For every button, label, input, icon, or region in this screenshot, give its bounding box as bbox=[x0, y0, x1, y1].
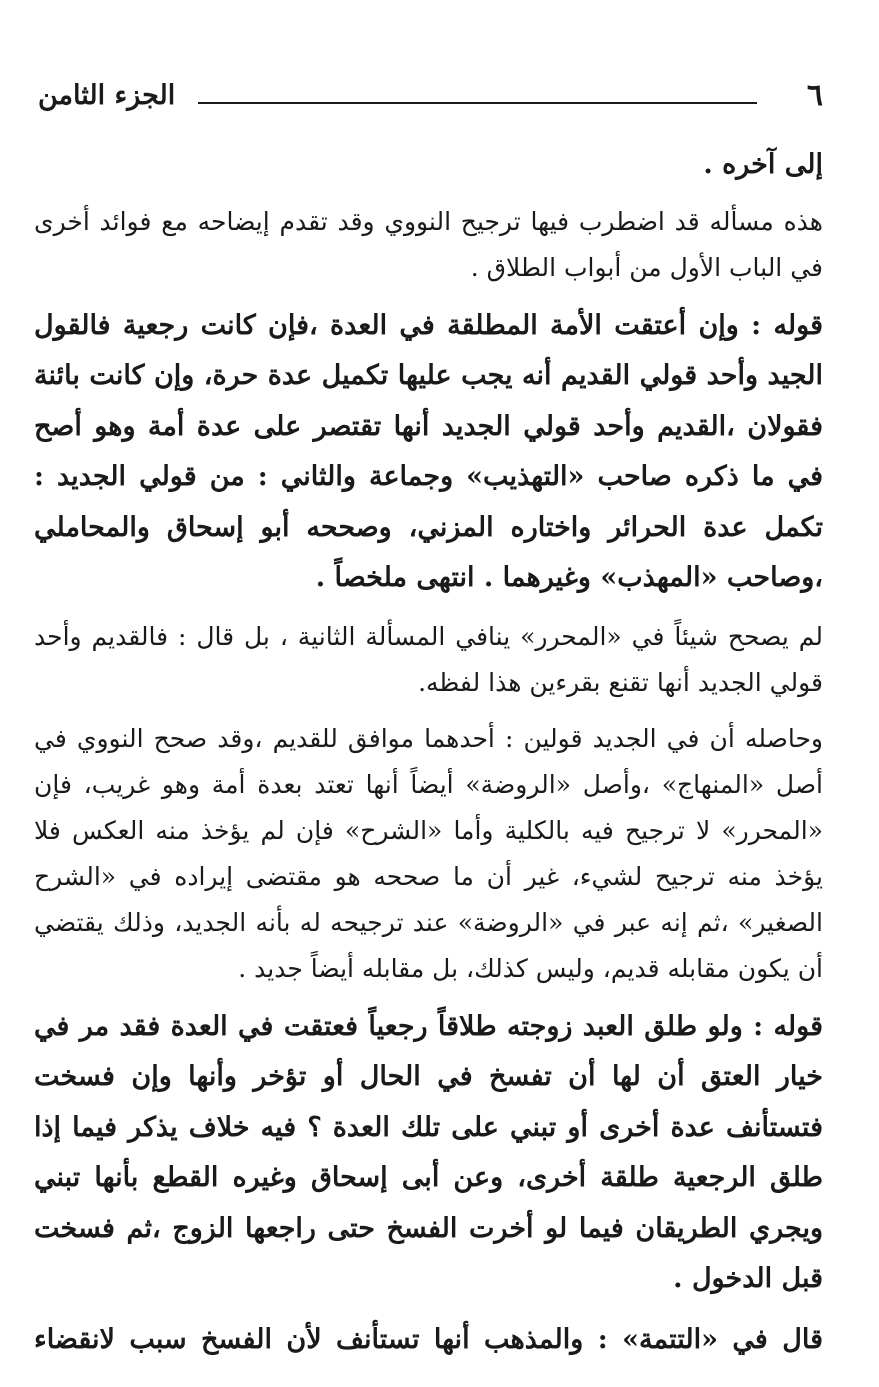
page-header bbox=[38, 78, 823, 124]
paragraph: إلى آخره . bbox=[703, 149, 823, 180]
page-body bbox=[34, 140, 823, 1375]
paragraph: قال في «التتمة» : والمذهب أنها تستأنف لأن الفسخ سبب لانقضاء bbox=[34, 1323, 823, 1355]
page-number: ٦ bbox=[806, 78, 823, 113]
paragraph: قوله : وإن أعتقت الأمة المطلقة في العدة ،فإن كانت رجعية فالقول الجيد وأحد قولي القديم أنه يجب عليها تكميل عدة حرة، وإن كانت بائنة فقولان ،القديم وأحد قولي الجديد أنها تقتصر على عدة أمة وهو أصح في ما ذكره صاحب «التهذيب» وجماعة والثاني : من قولي الجديد : تكمل عدة الحرائر واختاره المزني، وصححه أبو إسحاق والمحاملي ،وصاحب «المهذب» وغيرهما . انتهى ملخصاً . bbox=[34, 309, 823, 593]
paragraph: لم يصحح شيئاً في «المحرر» ينافي المسألة الثانية ، بل قال : فالقديم وأحد قولي الجديد أنها تقنع بقرءين هذا لفظه. bbox=[34, 621, 824, 697]
paragraph: وحاصله أن في الجديد قولين : أحدهما موافق للقديم ،وقد صحح النووي في أصل «المنهاج» ،وأصل «الروضة» أيضاً أنها تعتد بعدة أمة وهو غريب، فإن «المحرر» لا ترجيح فيه بالكلية وأما «الشرح» فإن لم يؤخذ منه العكس فلا يؤخذ منه ترجيح لشيء، غير أن ما صححه هو مقتضى إيراده في «الشرح الصغير» ،ثم إنه عبر في «الروضة» عند ترجيحه له بأنه الجديد، وذلك يقتضي أن يكون مقابله قديم، وليس كذلك، بل مقابله أيضاً جديد . bbox=[34, 723, 823, 983]
paragraph: هذه مسأله قد اضطرب فيها ترجيح النووي وقد تقدم إيضاحه مع فوائد أخرى في الباب الأول من أبواب الطلاق . bbox=[34, 206, 823, 282]
paragraph: قوله : ولو طلق العبد زوجته طلاقاً رجعياً فعتقت في العدة فقد مر في خيار العتق أن لها أن تفسخ في الحال أو تؤخر وأنها وإن فسخت فتستأنف عدة أخرى أو تبني على تلك العدة ؟ فيه خلاف يذكر فيما إذا طلق الرجعية طلقة أخرى، وعن أبى إسحاق وغيره القطع بأنها تبني ويجري الطريقان فيما لو أخرت الفسخ حتى راجعها الزوج ،ثم فسخت قبل الدخول . bbox=[34, 1010, 823, 1294]
header-rule bbox=[198, 102, 757, 104]
running-title: الجزء الثامن bbox=[38, 80, 176, 111]
